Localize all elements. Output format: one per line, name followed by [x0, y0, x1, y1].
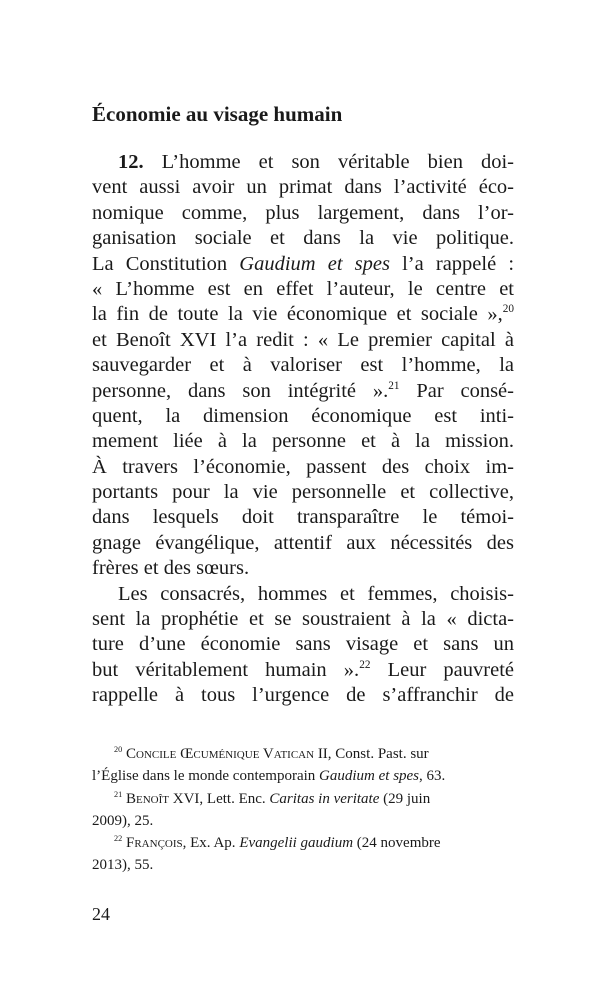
footnote-author: Concile Œcuménique Vatican [126, 746, 315, 762]
text-line: sent la prophétie et se soustraient à la « dicta- [92, 608, 514, 631]
section-heading: Économie au visage humain [92, 102, 343, 126]
text-line: ture d’une économie sans visage et sans un [92, 633, 514, 656]
main-text [92, 150, 514, 709]
footnote-line: 2009), 25. [92, 812, 154, 829]
footnote-ref: 21 [388, 379, 400, 392]
footnote-line: l’Église dans le monde contemporain Gaudium et spes, 63. [92, 768, 446, 785]
text-line: À travers l’économie, passent des choix im- [92, 455, 514, 478]
text-line: « L’homme est en effet l’auteur, le centre et [92, 277, 514, 300]
text-line: La Constitution Gaudium et spes l’a rappelé : [92, 252, 515, 275]
text-line: mement liée à la personne et à la mission. [92, 430, 514, 453]
footnote-ref: 22 [359, 658, 371, 671]
text-line: dans lesquels doit transparaître le témoi- [92, 506, 514, 529]
footnotes [92, 743, 514, 877]
footnote-line: $^{21}$ Benoît XVI, Lett. Enc. Caritas in veritate (29 juin [114, 789, 431, 807]
text-line: Les consacrés, hommes et femmes, choisis- [118, 582, 514, 605]
footnote-number: 21 [114, 789, 123, 799]
text-line: frères et des sœurs. [92, 557, 250, 580]
italic-title: Gaudium et spes [239, 252, 390, 275]
footnote-line: $^{20}$ Concile Œcuménique Vatican II, Const. Past. sur [114, 745, 429, 762]
text-line: portants pour la vie personnelle et collective, [92, 481, 514, 504]
footnote-author: Benoît [126, 790, 169, 807]
page-number: 24 [92, 904, 110, 924]
footnote-work: Gaudium et spes [319, 768, 420, 785]
footnote-line: $^{22}$ François, Ex. Ap. Evangelii gaudium (24 novembre [114, 834, 441, 852]
text-line: et Benoît XVI l’a redit : « Le premier capital à [92, 328, 514, 351]
footnote-work: Caritas in veritate [269, 790, 380, 807]
book-page [92, 0, 514, 1000]
text-line: gnage évangélique, attentif aux nécessités des [92, 531, 514, 554]
text-line: nomique comme, plus largement, dans l’or- [92, 201, 514, 224]
text-line: la fin de toute la vie économique et sociale »,$^{20}$ [92, 303, 514, 326]
text-line: personne, dans son intégrité ».$^{21}$ Par consé- [92, 379, 514, 402]
text-line: ganisation sociale et dans la vie politique. [92, 227, 514, 250]
text-line: rappelle à tous l’urgence de s’affranchir de [92, 684, 514, 707]
text-line: 12. L’homme et son véritable bien doi- [118, 151, 515, 173]
text-line: sauvegarder et à valoriser est l’homme, la [92, 354, 514, 377]
footnote-line: 2013), 55. [92, 857, 154, 874]
footnote-work: Evangelii gaudium [239, 835, 354, 852]
text-line: vent aussi avoir un primat dans l’activité éco- [92, 176, 514, 199]
text-line: quent, la dimension économique est inti- [92, 404, 514, 427]
text-line: but véritablement humain ».$^{22}$ Leur pauvreté [92, 658, 514, 681]
footnote-number: 22 [114, 834, 123, 844]
footnote-number: 20 [114, 745, 123, 755]
footnote-ref: 20 [502, 303, 514, 316]
paragraph-number: 12. [118, 151, 144, 173]
footnote-author: François [126, 835, 183, 852]
